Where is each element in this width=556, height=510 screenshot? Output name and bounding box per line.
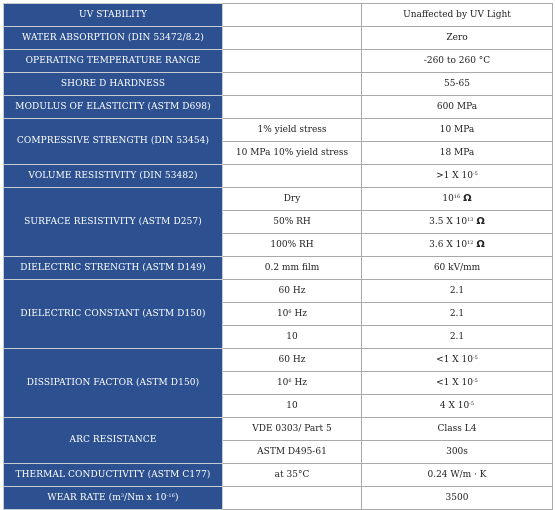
value-cell xyxy=(362,234,553,257)
table-row xyxy=(4,96,553,119)
value-base: <1 X 10 xyxy=(436,354,473,365)
table-row xyxy=(4,487,553,510)
value-cell: 55-65 xyxy=(362,73,553,96)
property-label: VOLUME RESISTIVITY (DIN 53482) xyxy=(4,165,223,188)
value-cell: 0.24 W/m · K xyxy=(362,464,553,487)
condition-cell: Dry xyxy=(223,188,362,211)
label-exponent: -16 xyxy=(166,492,175,499)
value-cell: 2.1 xyxy=(362,303,553,326)
table-row xyxy=(4,280,553,303)
table-row xyxy=(4,50,553,73)
cond-unit: Hz xyxy=(291,377,308,388)
ohm-unit: Ω xyxy=(463,193,472,204)
condition-cell: 1% yield stress xyxy=(223,119,362,142)
condition-cell xyxy=(223,303,362,326)
property-label xyxy=(4,487,223,510)
value-exponent: -5 xyxy=(472,354,478,361)
property-label: UV STABILITY xyxy=(4,4,223,27)
properties-table xyxy=(3,3,553,510)
value-base: 10 xyxy=(442,194,454,204)
value-base: <1 X 10 xyxy=(436,377,473,388)
value-base: >1 X 10 xyxy=(436,170,473,181)
value-cell xyxy=(362,349,553,372)
condition-cell xyxy=(223,165,362,188)
value-cell xyxy=(362,211,553,234)
property-label: COMPRESSIVE STRENGTH (DIN 53454) xyxy=(4,119,223,165)
value-base: 3.5 X 10 xyxy=(429,217,468,227)
cond-exponent: 6 xyxy=(288,377,292,384)
condition-cell: 10 xyxy=(223,326,362,349)
table-row xyxy=(4,27,553,50)
table-row xyxy=(4,73,553,96)
value-cell: Unaffected by UV Light xyxy=(362,4,553,27)
value-cell: 300s xyxy=(362,441,553,464)
label-part: WEAR RATE (m xyxy=(47,492,121,503)
condition-cell xyxy=(223,50,362,73)
condition-cell xyxy=(223,96,362,119)
value-cell: -260 to 260 °C xyxy=(362,50,553,73)
value-exponent: -5 xyxy=(472,377,478,384)
condition-cell xyxy=(223,27,362,50)
value-cell: Zero xyxy=(362,27,553,50)
table-row xyxy=(4,4,553,27)
value-cell xyxy=(362,372,553,395)
table-row xyxy=(4,119,553,142)
value-base: 4 X 10 xyxy=(439,400,470,411)
condition-cell xyxy=(223,372,362,395)
table-row xyxy=(4,464,553,487)
value-cell: 18 MPa xyxy=(362,142,553,165)
property-label: SHORE D HARDNESS xyxy=(4,73,223,96)
property-label: DIELECTRIC CONSTANT (ASTM D150) xyxy=(4,280,223,349)
ohm-unit: Ω xyxy=(476,216,485,227)
value-cell: 2.1 xyxy=(362,326,553,349)
ohm-unit: Ω xyxy=(476,239,485,250)
table-row xyxy=(4,418,553,441)
value-cell: Class L4 xyxy=(362,418,553,441)
property-label: OPERATING TEMPERATURE RANGE xyxy=(4,50,223,73)
value-cell: 10 MPa xyxy=(362,119,553,142)
table-row xyxy=(4,349,553,372)
condition-cell xyxy=(223,73,362,96)
condition-cell: 60 Hz xyxy=(223,280,362,303)
cond-base: 10 xyxy=(276,377,289,388)
table-row xyxy=(4,257,553,280)
label-part: /Nm x 10 xyxy=(124,492,167,503)
value-cell: 600 MPa xyxy=(362,96,553,119)
condition-cell: ASTM D495-61 xyxy=(223,441,362,464)
condition-cell: 10 xyxy=(223,395,362,418)
condition-cell xyxy=(223,4,362,27)
cond-base: 10 xyxy=(276,308,289,319)
condition-cell xyxy=(223,487,362,510)
property-label: ARC RESISTANCE xyxy=(4,418,223,464)
label-part: ) xyxy=(174,492,179,503)
table-row xyxy=(4,188,553,211)
condition-cell: 0.2 mm film xyxy=(223,257,362,280)
condition-cell: VDE 0303/ Part 5 xyxy=(223,418,362,441)
value-exponent: 12 xyxy=(467,240,474,246)
condition-cell: 60 Hz xyxy=(223,349,362,372)
value-cell xyxy=(362,188,553,211)
label-exponent: 3 xyxy=(120,492,125,499)
property-label: WATER ABSORPTION (DIN 53472/8.2) xyxy=(4,27,223,50)
property-label: MODULUS OF ELASTICITY (ASTM D698) xyxy=(4,96,223,119)
property-label: THERMAL CONDUCTIVITY (ASTM C177) xyxy=(4,464,223,487)
property-label: DISSIPATION FACTOR (ASTM D150) xyxy=(4,349,223,418)
cond-unit: Hz xyxy=(291,308,308,319)
value-cell: 2.1 xyxy=(362,280,553,303)
condition-cell: 10 MPa 10% yield stress xyxy=(223,142,362,165)
cond-exponent: 6 xyxy=(288,308,292,315)
condition-cell: 50% RH xyxy=(223,211,362,234)
value-cell: 3500 xyxy=(362,487,553,510)
condition-cell: at 35°C xyxy=(223,464,362,487)
value-exponent: 16 xyxy=(453,194,461,200)
value-base: 3.6 X 10 xyxy=(429,240,468,250)
table-row xyxy=(4,165,553,188)
value-cell xyxy=(362,165,553,188)
value-cell xyxy=(362,395,553,418)
value-cell: 60 kV/mm xyxy=(362,257,553,280)
property-label: DIELECTRIC STRENGTH (ASTM D149) xyxy=(4,257,223,280)
value-exponent: -5 xyxy=(472,170,478,177)
value-exponent: -5 xyxy=(469,400,475,407)
property-label: SURFACE RESISTIVITY (ASTM D257) xyxy=(4,188,223,257)
condition-cell: 100% RH xyxy=(223,234,362,257)
value-exponent: 13 xyxy=(467,217,474,223)
